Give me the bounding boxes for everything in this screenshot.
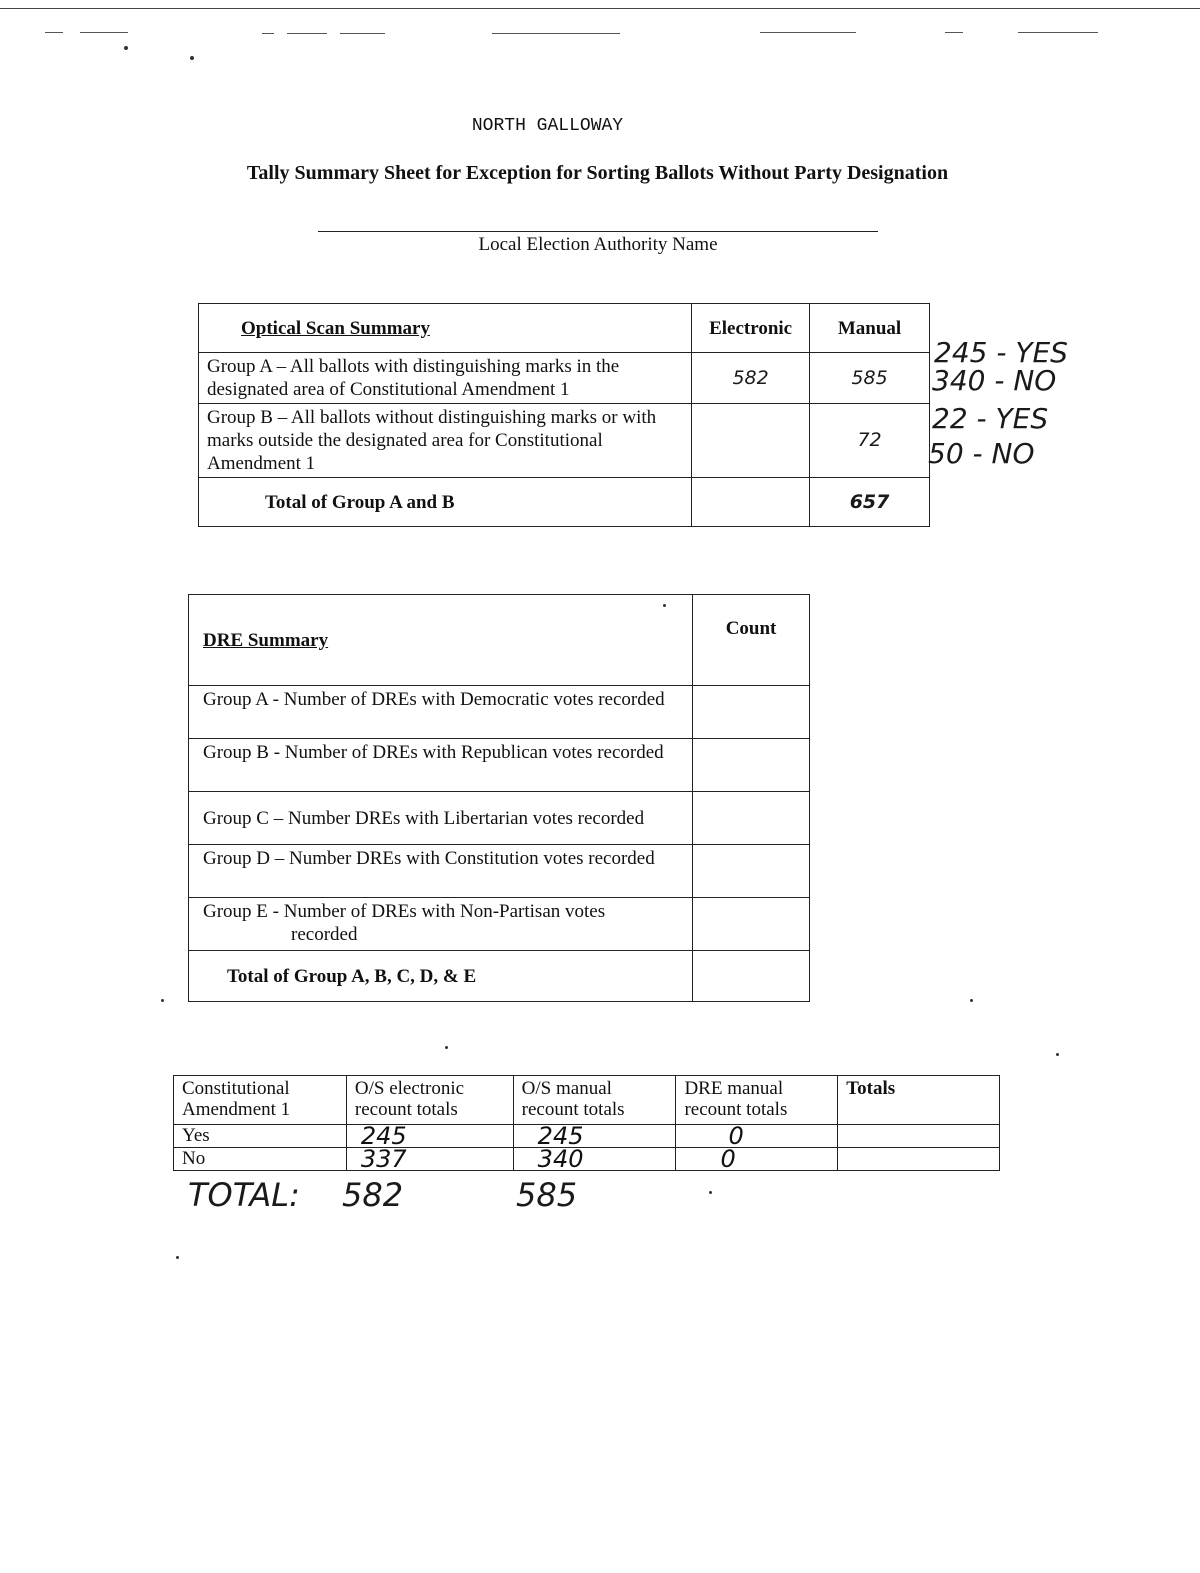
table-row [189,739,810,792]
row-no-os-manual: 340 [513,1148,676,1171]
dre-summary-table [188,594,810,1002]
group-a-manual-value: 585 [810,353,930,404]
scan-speck [124,46,128,50]
margin-note-b-yes: 22 - YES [932,402,1049,435]
header-os-manual: O/S manual recount totals [513,1076,676,1125]
scan-mark [945,32,963,33]
row-yes-os-manual: 245 [513,1125,676,1148]
dre-group-c-count [693,792,810,845]
dre-group-e-count [693,898,810,951]
handwritten-total-label: TOTAL: [188,1176,300,1214]
dre-group-a-label: Group A - Number of DREs with Democratic votes recorded [189,686,693,739]
dre-total-count [693,951,810,1002]
scan-mark [45,32,63,33]
scan-speck [445,1046,448,1049]
row-yes-os-electronic: 245 [346,1125,513,1148]
group-b-manual-value: 72 [810,404,930,478]
table-row [199,353,930,404]
dre-group-e-cell [189,898,693,951]
table-header-row [199,304,930,353]
table-total-row [199,478,930,527]
table-header-row [189,595,810,686]
table-total-row [189,951,810,1002]
scan-mark [262,33,274,34]
optical-scan-summary-table [198,303,930,527]
scan-mark [287,33,327,34]
table-row [174,1125,1000,1148]
group-a-electronic-value: 582 [692,353,810,404]
dre-group-c-label: Group C – Number DREs with Libertarian votes recorded [189,792,693,845]
header-dre-manual: DRE manual recount totals [676,1076,838,1125]
group-a-label: Group A – All ballots with distinguishing marks in the designated area of Constitutional Amendment 1 [199,353,692,404]
dre-title-cell [189,595,693,686]
page-title: Tally Summary Sheet for Exception for Sorting Ballots Without Party Designation [246,162,949,184]
authority-name-line [318,231,878,232]
group-b-electronic-value [692,404,810,478]
table-row [189,845,810,898]
total-electronic-value [692,478,810,527]
column-header-electronic: Electronic [692,304,810,353]
table-row [189,898,810,951]
dre-group-d-count [693,845,810,898]
scan-speck [176,1256,179,1259]
scan-mark [80,32,128,33]
table-row [189,792,810,845]
row-no-totals [838,1148,1000,1171]
dre-group-b-count [693,739,810,792]
dre-total-label: Total of Group A, B, C, D, & E [189,951,693,1002]
row-yes-label: Yes [174,1125,347,1148]
row-no-os-electronic: 337 [346,1148,513,1171]
header-totals: Totals [838,1076,1000,1125]
scan-mark [760,32,856,33]
header-amendment: Constitutional Amendment 1 [174,1076,347,1125]
total-manual-value: 657 [810,478,930,527]
dre-group-a-count [693,686,810,739]
table-row [174,1148,1000,1171]
authority-name-label: Local Election Authority Name [478,234,718,255]
scan-speck [190,56,194,60]
group-b-label: Group B – All ballots without distinguishing marks or with marks outside the designated area for Constitutional Amendment 1 [199,404,692,478]
table-header-row [174,1076,1000,1125]
row-yes-dre-manual: 0 [676,1125,838,1148]
column-header-manual: Manual [810,304,930,353]
row-no-dre-manual: 0 [676,1148,838,1171]
margin-note-b-no: 50 - NO [928,437,1035,470]
handwritten-total-electronic: 582 [342,1176,404,1214]
dre-group-e-label: Group E - Number of DREs with Non-Partisan votes [203,901,606,922]
table-row [199,404,930,478]
organization-name: NORTH GALLOWAY [471,116,624,136]
amendment-recount-table [173,1075,1000,1171]
row-no-label: No [174,1148,347,1171]
scan-speck [161,999,164,1002]
optical-scan-title: Optical Scan Summary [199,304,692,353]
total-a-b-label: Total of Group A and B [199,478,692,527]
scan-top-border [0,8,1200,9]
scan-mark [340,33,385,34]
header-os-electronic: O/S electronic recount totals [346,1076,513,1125]
scan-speck [970,999,973,1002]
scan-speck [1056,1053,1059,1056]
scan-speck [709,1191,712,1194]
margin-note-a-no: 340 - NO [932,364,1057,397]
column-header-count: Count [693,595,810,686]
margin-note-a-yes: 245 - YES [934,336,1068,369]
scan-mark [492,33,620,34]
dre-group-d-label: Group D – Number DREs with Constitution votes recorded [189,845,693,898]
dre-group-e-label-cont: recorded [291,924,358,945]
dre-title: DRE Summary [203,629,329,651]
handwritten-total-manual: 585 [516,1176,578,1214]
dre-group-b-label: Group B - Number of DREs with Republican votes recorded [189,739,693,792]
scan-mark [1018,32,1098,33]
table-row [189,686,810,739]
row-yes-totals [838,1125,1000,1148]
